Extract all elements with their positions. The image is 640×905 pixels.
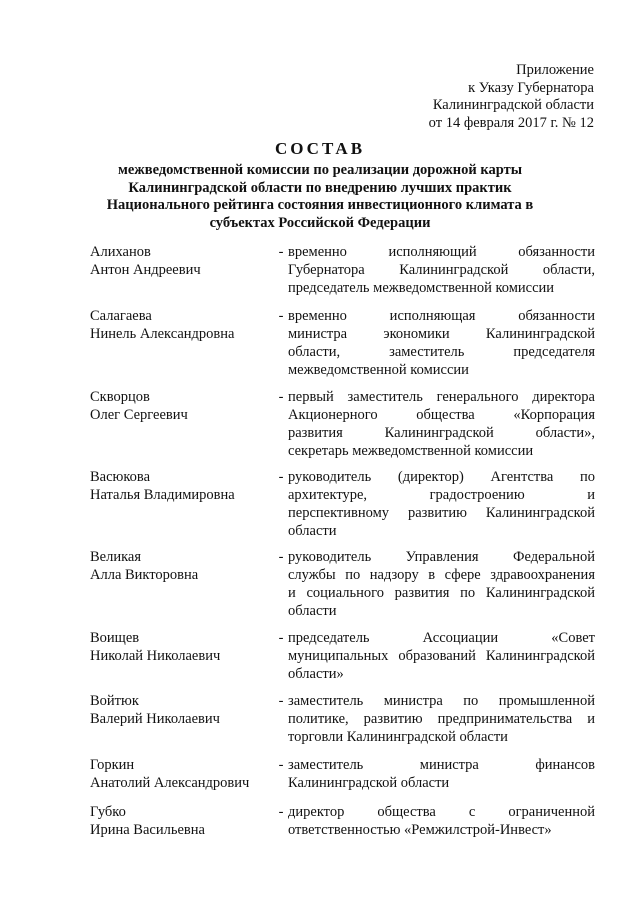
member-role <box>288 629 595 683</box>
role-line: межведомственной комиссии <box>288 362 469 378</box>
member-name <box>90 307 275 343</box>
role-line: секретарь межведомственной комиссии <box>288 443 534 459</box>
role-line: муниципальных образований Калининградской <box>288 648 595 664</box>
role-line: председатель Ассоциации «Совет <box>288 630 595 646</box>
member-role <box>288 756 595 792</box>
member-surname: Губко <box>90 804 126 820</box>
role-line: политике, развитию предпринимательства и <box>288 711 595 727</box>
member-given-name: Алла Викторовна <box>90 567 199 583</box>
member-dash: - <box>278 804 284 820</box>
member-given-name: Анатолий Александрович <box>90 775 250 791</box>
role-line: и социального развития по Калининградской <box>288 585 595 601</box>
member-role <box>288 468 595 540</box>
member-surname: Скворцов <box>90 389 150 405</box>
member-name <box>90 803 275 839</box>
member-name <box>90 243 275 279</box>
role-line: области <box>288 603 337 619</box>
member-given-name: Валерий Николаевич <box>90 711 220 727</box>
document-subtitle <box>100 162 540 232</box>
role-line: перспективному развитию Калининградской <box>288 505 595 521</box>
member-name <box>90 548 275 584</box>
subtitle-line-4: субъектах Российской Федерации <box>209 214 431 231</box>
member-role <box>288 388 595 460</box>
role-line: временно исполняющая обязанности <box>288 308 595 324</box>
member-role <box>288 803 595 839</box>
member-surname: Салагаева <box>90 308 152 324</box>
member-dash: - <box>278 389 284 405</box>
role-line: директор общества с ограниченной <box>288 804 595 820</box>
annex-line-4: от 14 февраля 2017 г. № 12 <box>428 114 594 131</box>
subtitle-line-1: межведомственной комиссии по реализации дорожной карты <box>117 162 523 178</box>
subtitle-line-3: Национального рейтинга состояния инвестиционного климата в <box>106 197 534 213</box>
role-line: Губернатора Калининградской области, <box>288 262 595 278</box>
member-name <box>90 629 275 665</box>
member-surname: Воищев <box>90 630 140 646</box>
role-line: Калининградской области <box>288 775 450 791</box>
member-given-name: Олег Сергеевич <box>90 407 188 423</box>
role-line: области» <box>288 666 344 682</box>
member-name <box>90 692 275 728</box>
role-line: Акционерного общества «Корпорация <box>288 407 595 423</box>
annex-line-2: к Указу Губернатора <box>468 79 594 96</box>
subtitle-line-2: Калининградской области по внедрению лучших практик <box>128 179 512 196</box>
member-dash: - <box>278 308 284 324</box>
member-given-name: Нинель Александровна <box>90 326 235 342</box>
member-surname: Васюкова <box>90 469 151 485</box>
role-line: торговли Калининградской области <box>288 729 508 745</box>
annex-line-1: Приложение <box>516 62 594 78</box>
member-given-name: Николай Николаевич <box>90 648 221 664</box>
member-dash: - <box>278 469 284 485</box>
member-role <box>288 548 595 620</box>
member-surname: Горкин <box>90 757 135 773</box>
member-surname: Войтюк <box>90 693 139 709</box>
member-given-name: Наталья Владимировна <box>90 487 235 503</box>
annex-line-3: Калининградской области <box>432 97 594 113</box>
role-line: заместитель министра финансов <box>288 757 595 773</box>
role-line: области, заместитель председателя <box>288 344 595 360</box>
member-given-name: Антон Андреевич <box>90 262 201 278</box>
role-line: службы по надзору в сфере здравоохранения <box>288 567 595 583</box>
member-dash: - <box>278 244 284 260</box>
role-line: архитектуре, градостроению и <box>288 487 595 503</box>
member-dash: - <box>278 693 284 709</box>
member-surname: Великая <box>90 549 142 565</box>
member-role <box>288 243 595 297</box>
role-line: временно исполняющий обязанности <box>288 244 595 260</box>
role-line: председатель межведомственной комиссии <box>288 280 555 296</box>
member-surname: Алиханов <box>90 244 151 260</box>
member-dash: - <box>278 549 284 565</box>
member-given-name: Ирина Васильевна <box>90 822 205 838</box>
document-title: СОСТАВ <box>274 139 366 158</box>
role-line: первый заместитель генерального директора <box>288 389 595 405</box>
role-line: руководитель (директор) Агентства по <box>288 469 595 485</box>
role-line: развития Калининградской области», <box>288 425 595 441</box>
member-role <box>288 307 595 379</box>
annex-block <box>330 62 594 132</box>
member-name <box>90 468 275 504</box>
member-role <box>288 692 595 746</box>
role-line: руководитель Управления Федеральной <box>288 549 595 565</box>
role-line: ответственностью «Ремжилстрой-Инвест» <box>288 822 552 838</box>
member-dash: - <box>278 630 284 646</box>
role-line: заместитель министра по промышленной <box>288 693 595 709</box>
role-line: области <box>288 523 337 539</box>
member-dash: - <box>278 757 284 773</box>
member-name <box>90 756 275 792</box>
role-line: министра экономики Калининградской <box>288 326 595 342</box>
member-name <box>90 388 275 424</box>
